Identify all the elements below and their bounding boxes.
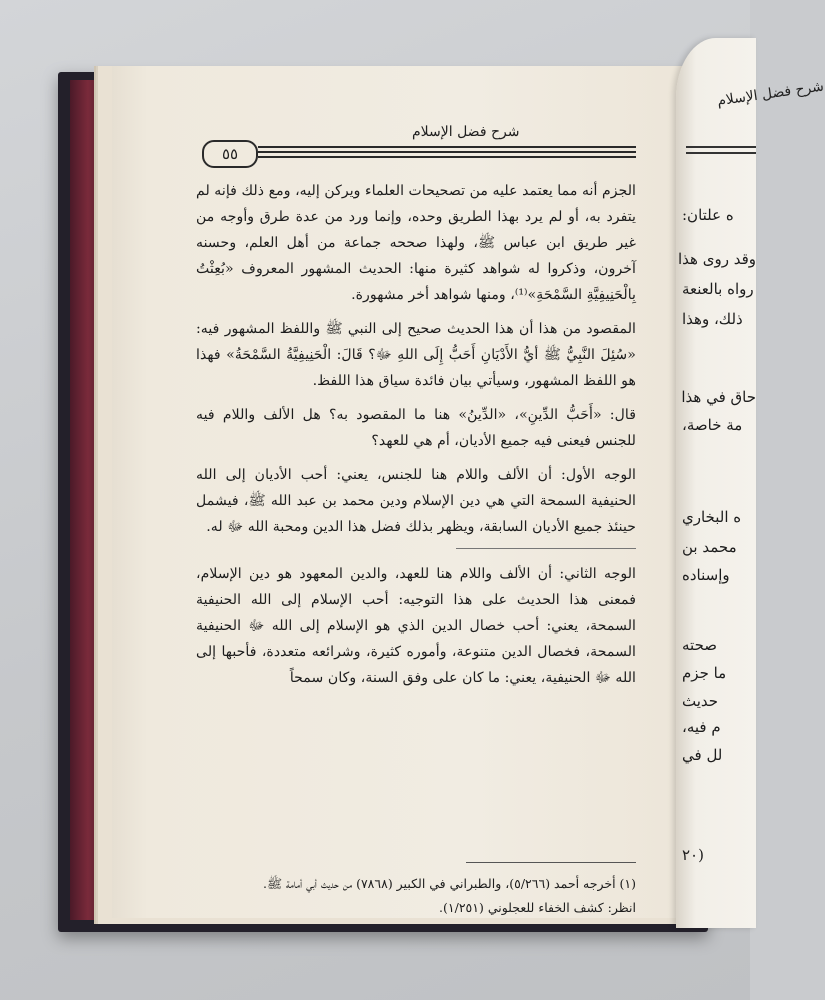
paragraph-separator — [456, 548, 636, 549]
footnote-line: (١) أخرجه أحمد (٥/٢٦٦)، والطبراني في الكبير (٧٨٦٨) من حديث أبي أمامة ﷺ. — [263, 876, 636, 891]
paragraph: الوجه الأول: أن الألف واللام هنا للجنس، يعني: أحب الأديان إلى الله الحنيفية السمحة التي هي دين الإسلام ودين محمد بن عبد الله ﷺ، فيشمل حينئذ جميع الأديان السابقة، ويظهر بذلك فضل هذا الدين ومحبة الله ﷻ له. — [196, 467, 636, 535]
footnote-line: انظر: كشف الخفاء للعجلوني (١/٢٥١). — [439, 900, 636, 915]
right-text-fragment: وقد روى هذا — [677, 250, 756, 268]
right-text-fragment: محمد بن — [682, 538, 737, 556]
running-header: شرح فضل الإسلام — [412, 124, 520, 140]
left-page — [112, 66, 708, 918]
page-number: ٥٥ — [202, 140, 258, 168]
footnote-rule — [466, 862, 636, 863]
right-text-fragment: حديث — [682, 692, 719, 710]
right-text-fragment: مة خاصة، — [682, 416, 743, 434]
right-text-fragment: حاق في هذا — [681, 388, 756, 406]
right-page-header: شرح فضل الإسلام — [716, 78, 825, 110]
paragraph: المقصود من هذا أن هذا الحديث صحيح إلى النبي ﷺ واللفظ المشهور فيه: «سُئِلَ النَّبِيُّ ﷺ أيُّ الأَدْيَانِ أَحَبُّ إِلَى اللهِ ﷻ؟ قَالَ: الْحَنِيفِيَّةُ السَّمْحَةُ» فهذا هو اللفظ المشهور، وسيأتي بيان فائدة سياق هذا اللفظ. — [196, 321, 636, 389]
right-text-fragment: ما جزم — [682, 664, 727, 682]
footnotes — [196, 872, 636, 920]
paragraph: قال: «أَحَبُّ الدِّينِ»، «الدِّينُ» هنا ما المقصود به؟ هل الألف واللام فيه للجنس فيعنى فيه جميع الأديان، أم هي للعهد؟ — [196, 407, 636, 449]
right-text-fragment: صحته — [682, 636, 717, 654]
right-text-fragment: رواه بالعنعة — [682, 280, 754, 298]
right-text-fragment: لل في — [682, 746, 723, 764]
right-text-fragment: ه البخاري — [682, 508, 742, 526]
header-rule — [258, 156, 636, 158]
right-text-fragment: م فيه، — [682, 718, 721, 736]
right-text-fragment: ذلك، وهذا — [682, 310, 743, 328]
right-header-rule — [686, 146, 756, 148]
right-text-fragment: وإسناده — [682, 566, 730, 584]
right-text-fragment: ه علتان: — [682, 206, 734, 224]
right-page — [676, 38, 825, 928]
body-text — [196, 178, 636, 699]
header-rule — [258, 146, 636, 148]
paragraph: الجزم أنه مما يعتمد عليه من تصحيحات العلماء ويركن إليه، ومع ذلك فإنه لم يتفرد به، أو لم يرد بهذا الطريق وحده، وإنما ورد من عدة طرق وأوجه من غير طريق ابن عباس ﷺ، ولهذا صححه جماعة من أهل العلم، وحسنه آخرون، وذكروا له شواهد كثيرة منها: الحديث المشهور المعروف «بُعِثْتُ بِالْحَنِيفِيَّةِ السَّمْحَةِ»⁽¹⁾، ومنها شواهد أخر مشهورة. — [196, 183, 636, 303]
book-spine-edge — [70, 80, 100, 920]
header-rule — [258, 151, 636, 153]
right-header-rule — [686, 152, 756, 154]
paragraph: الوجه الثاني: أن الألف واللام هنا للعهد، والدين المعهود هو دين الإسلام، فمعنى هذا الحديث على هذا التوجيه: أحب الإسلام إلى الله الحنيفية السمحة، يعني: أحب خصال الدين الذي هو الإسلام إلى الله ﷻ الحنيفية السمحة، فخصال الدين متنوعة، وأموره كثيرة، وشرائعه متعددة، فأحبها إلى الله ﷻ الحنيفية، يعني: ما كان على وفق السنة، وكان سمحاً — [196, 566, 636, 686]
right-text-fragment: (٢٠ — [682, 846, 704, 864]
